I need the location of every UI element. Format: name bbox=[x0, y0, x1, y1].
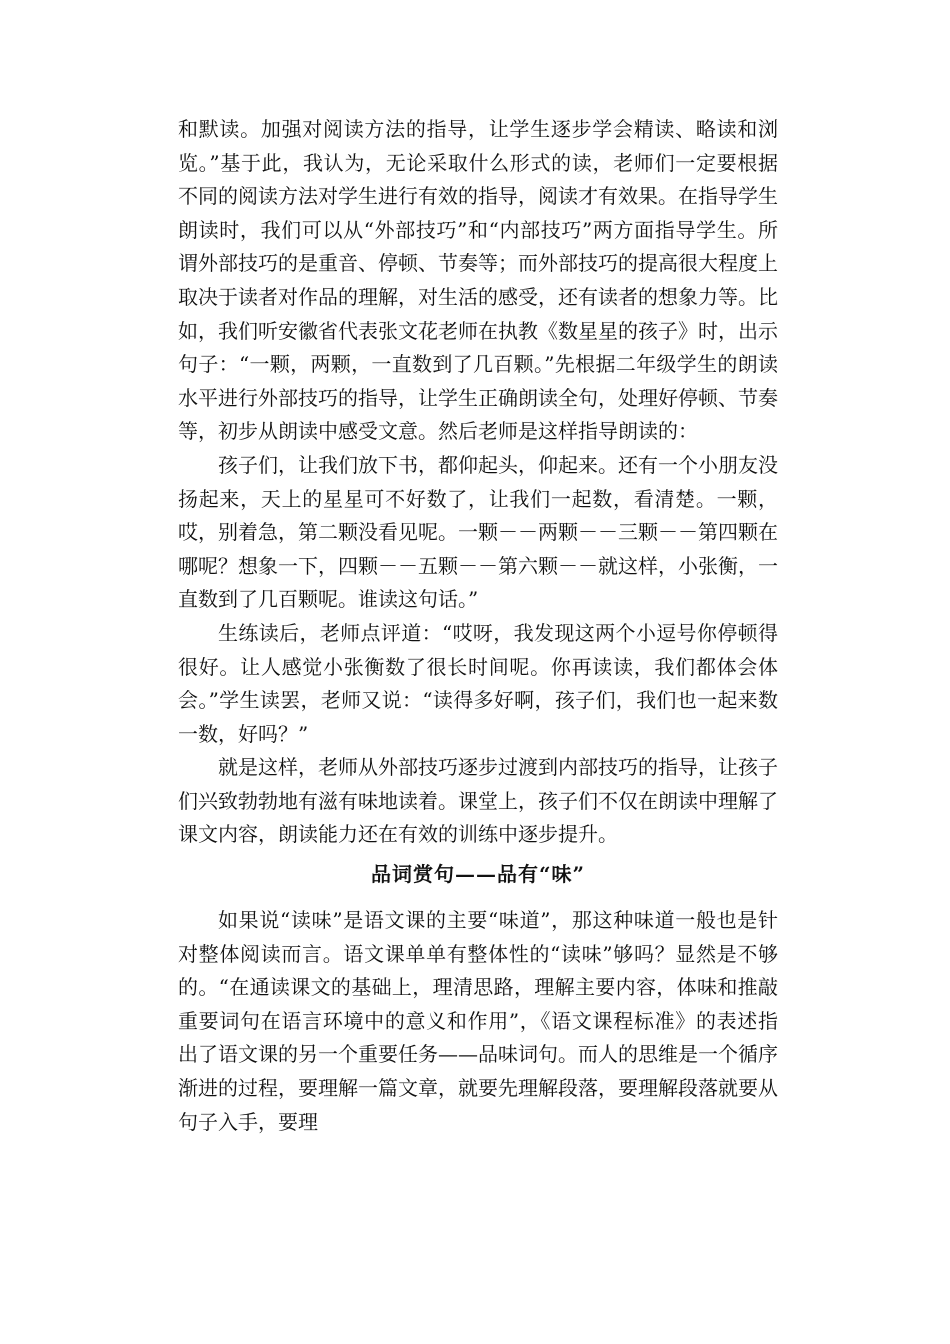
paragraph-teacher-script: 孩子们，让我们放下书，都仰起头，仰起来。还有一个小朋友没扬起来，天上的星星可不好数了，让我们一起数，看清楚。一颗，哎，别着急，第二颗没看见呢。一颗－－两颗－－三颗－－第四颗在哪呢？想象一下，四颗－－五颗－－第六颗－－就这样，小张衡，一直数到了几百颗呢。谁读这句话。” bbox=[178, 452, 778, 612]
section-heading: 品词赏句——品有“味” bbox=[370, 862, 585, 887]
document-page bbox=[178, 113, 778, 1139]
paragraph-summary: 就是这样，老师从外部技巧逐步过渡到内部技巧的指导，让孩子们兴致勃勃地有滋有味地读着。课堂上，孩子们不仅在朗读中理解了课文内容，朗读能力还在有效的训练中逐步提升。 bbox=[178, 755, 778, 847]
paragraph-word-appreciation: 如果说“读味”是语文课的主要“味道”，那这种味道一般也是针对整体阅读而言。语文课单单有整体性的“读味”够吗？显然是不够的。“在通读课文的基础上，理清思路，理解主要内容，体味和推敲重要词句在语言环境中的意义和作用”，《语文课程标准》的表述指出了语文课的另一个重要任务——品味词句。而人的思维是一个循序渐进的过程，要理解一篇文章，就要先理解段落，要理解段落就要从句子入手，要理 bbox=[178, 908, 778, 1134]
paragraph-teacher-comment: 生练读后，老师点评道：“哎呀，我发现这两个小逗号你停顿得很好。让人感觉小张衡数了很长时间呢。你再读读，我们都体会体会。”学生读罢，老师又说：“读得多好啊，孩子们，我们也一起来数一数，好吗？” bbox=[178, 620, 778, 746]
paragraph-reading-guidance: 和默读。加强对阅读方法的指导，让学生逐步学会精读、略读和浏览。”基于此，我认为，无论采取什么形式的读，老师们一定要根据不同的阅读方法对学生进行有效的指导，阅读才有效果。在指导学生朗读时，我们可以从“外部技巧”和“内部技巧”两方面指导学生。所谓外部技巧的是重音、停顿、节奏等；而外部技巧的提高很大程度上取决于读者对作品的理解，对生活的感受，还有读者的想象力等。比如，我们听安徽省代表张文花老师在执教《数星星的孩子》时，出示句子：“一颗，两颗，一直数到了几百颗。”先根据二年级学生的朗读水平进行外部技巧的指导，让学生正确朗读全句，处理好停顿、节奏等，初步从朗读中感受文意。然后老师是这样指导朗读的： bbox=[178, 117, 778, 444]
